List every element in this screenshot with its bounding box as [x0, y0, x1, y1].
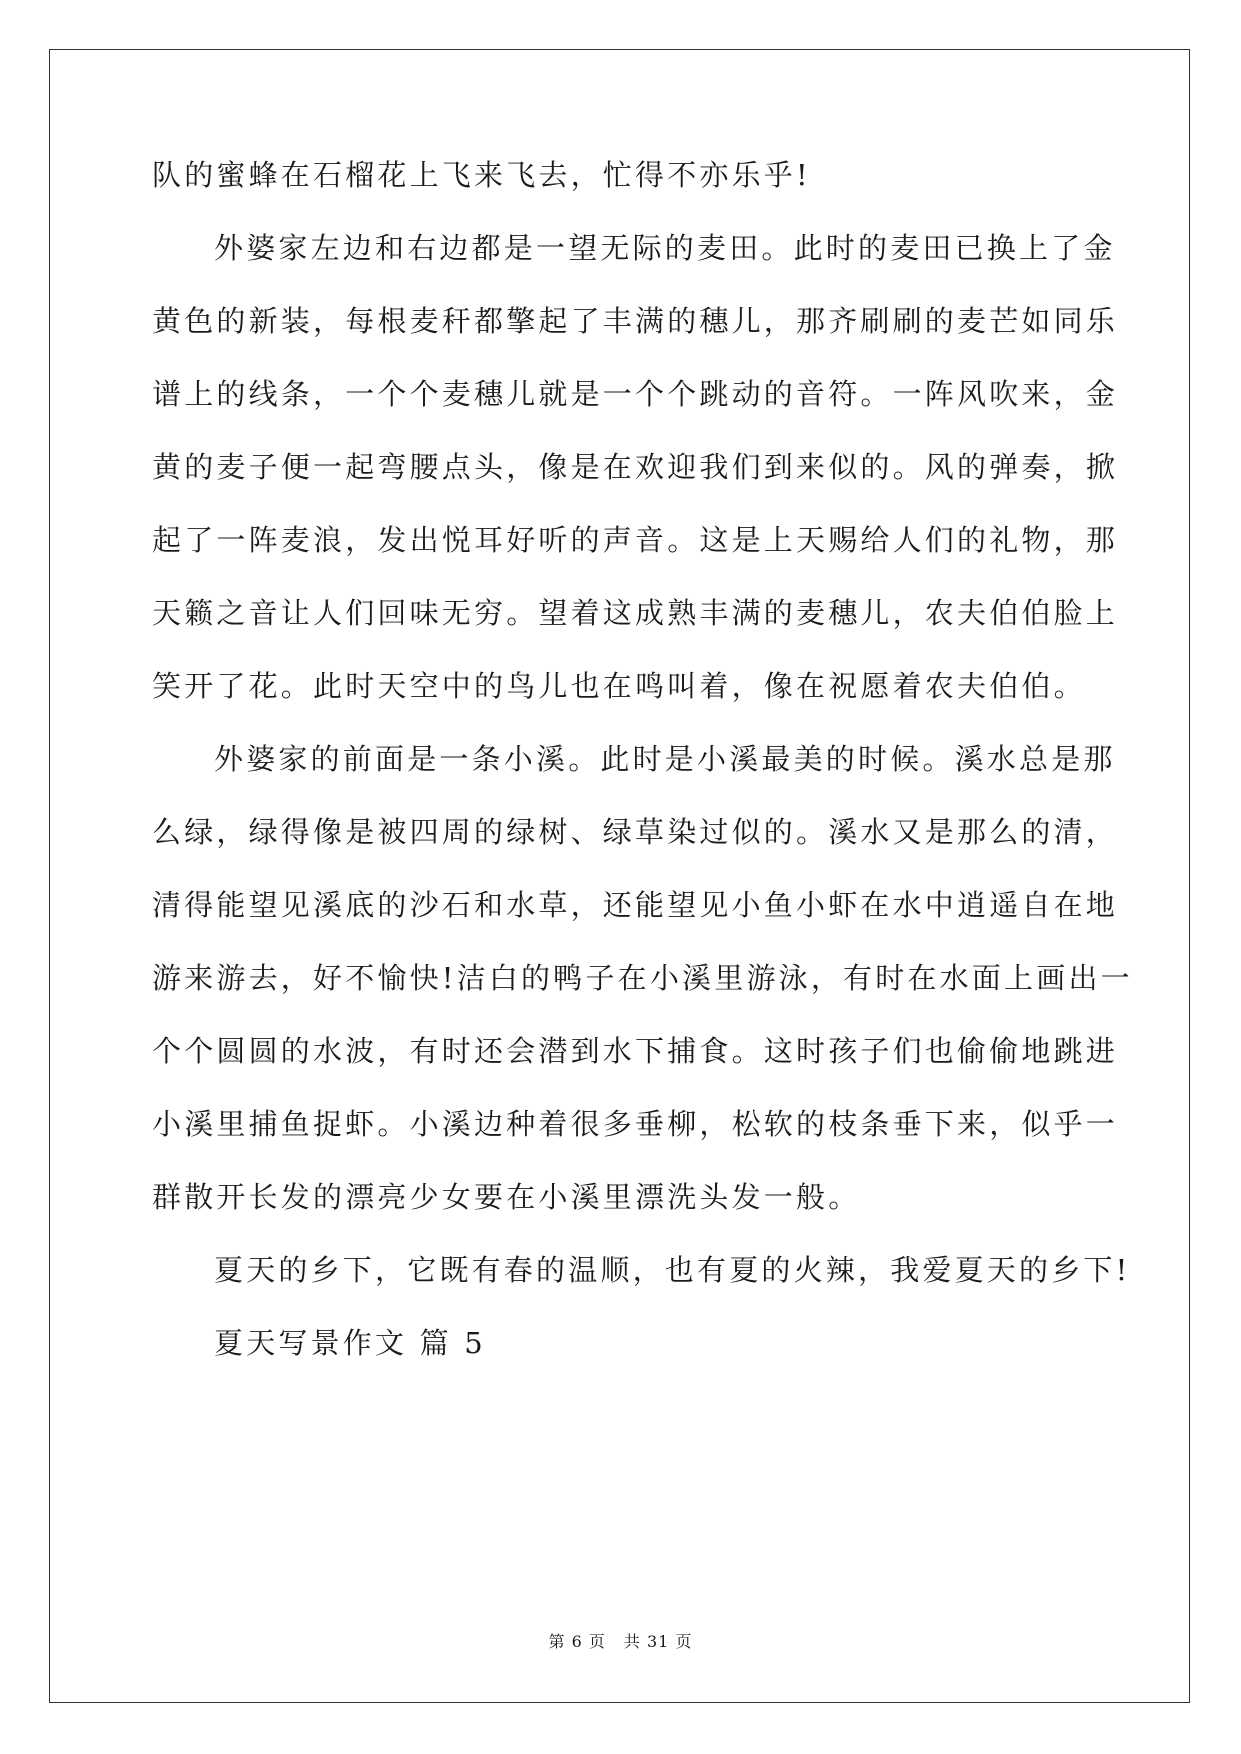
section-heading: 夏天写景作文 篇 5	[214, 1326, 486, 1360]
page-footer	[0, 1629, 1241, 1652]
paragraph-start-line: 夏天的乡下，它既有春的温顺，也有夏的火辣，我爱夏天的乡下!	[214, 1253, 1131, 1287]
text-line: 个个圆圆的水波，有时还会潜到水下捕食。这时孩子们也偷偷地跳进	[152, 1034, 1119, 1068]
text-line: 黄色的新装，每根麦秆都擎起了丰满的穗儿，那齐刷刷的麦芒如同乐	[152, 304, 1119, 338]
text-line: 么绿，绿得像是被四周的绿树、绿草染过似的。溪水又是那么的清，	[152, 815, 1119, 849]
page-number: 第 6 页	[548, 1632, 606, 1651]
page-border	[49, 49, 1190, 1703]
paragraph-start-line: 外婆家左边和右边都是一望无际的麦田。此时的麦田已换上了金	[214, 231, 1116, 265]
text-line: 笑开了花。此时天空中的鸟儿也在鸣叫着，像在祝愿着农夫伯伯。	[152, 669, 1086, 703]
text-line: 游来游去，好不愉快!洁白的鸭子在小溪里游泳，有时在水面上画出一	[152, 961, 1133, 995]
text-line: 小溪里捕鱼捉虾。小溪边种着很多垂柳，松软的枝条垂下来，似乎一	[152, 1107, 1119, 1141]
text-line: 谱上的线条，一个个麦穗儿就是一个个跳动的音符。一阵风吹来，金	[152, 377, 1119, 411]
text-line: 黄的麦子便一起弯腰点头，像是在欢迎我们到来似的。风的弹奏，掀	[152, 450, 1119, 484]
page-total: 共 31 页	[623, 1632, 693, 1651]
text-line: 起了一阵麦浪，发出悦耳好听的声音。这是上天赐给人们的礼物，那	[152, 523, 1119, 557]
text-line: 天籁之音让人们回味无穷。望着这成熟丰满的麦穗儿，农夫伯伯脸上	[152, 596, 1119, 630]
text-line: 群散开长发的漂亮少女要在小溪里漂洗头发一般。	[152, 1180, 861, 1214]
text-line: 清得能望见溪底的沙石和水草，还能望见小鱼小虾在水中逍遥自在地	[152, 888, 1119, 922]
text-line: 队的蜜蜂在石榴花上飞来飞去，忙得不亦乐乎!	[152, 158, 811, 192]
paragraph-start-line: 外婆家的前面是一条小溪。此时是小溪最美的时候。溪水总是那	[214, 742, 1116, 776]
